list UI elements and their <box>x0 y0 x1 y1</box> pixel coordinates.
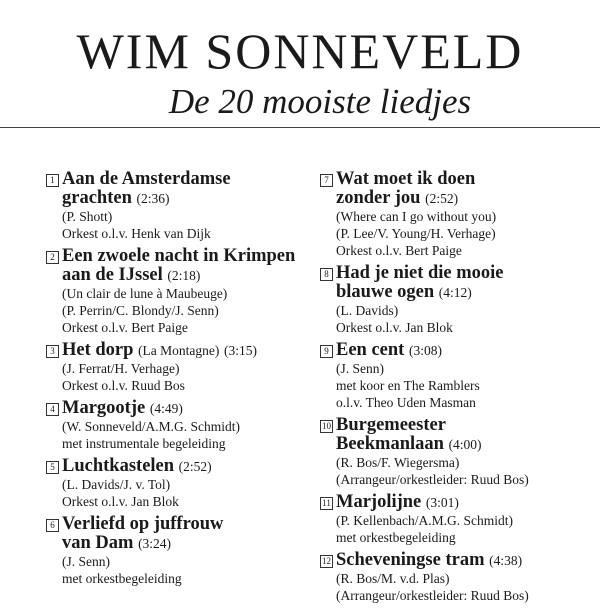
track-title-text: Het dorp <box>62 340 134 360</box>
track-duration: (2:52) <box>178 459 212 474</box>
track-credit-line: (J. Senn) <box>62 554 110 569</box>
track-title-line <box>320 283 590 302</box>
track-title-line <box>320 551 590 570</box>
track-title-text: zonder jou <box>336 188 421 208</box>
track-credit-line: met orkestbegeleiding <box>336 530 456 545</box>
track-duration: (3:15) <box>224 343 258 358</box>
track-number-box: 8 <box>320 268 333 281</box>
track-title-line <box>46 170 316 189</box>
track-credit-line: met instrumentale begeleiding <box>62 436 226 451</box>
track-item <box>46 247 316 336</box>
track-title-text: Burgemeester <box>336 415 446 435</box>
track-credit-line: Orkest o.l.v. Henk van Dijk <box>62 226 211 241</box>
track-credit-line: (J. Ferrat/H. Verhage) <box>62 361 180 376</box>
track-duration: (2:52) <box>425 191 459 206</box>
track-credit-line: (P. Kellenbach/A.M.G. Schmidt) <box>336 513 513 528</box>
artist-name: WIM SONNEVELD <box>76 23 524 79</box>
track-title-text: Luchtkastelen <box>62 456 175 476</box>
header <box>0 0 600 128</box>
track-title-text: grachten <box>62 188 132 208</box>
track-title-line <box>320 493 590 512</box>
track-duration: (3:24) <box>138 536 172 551</box>
track-title-line <box>46 457 316 476</box>
track-title-text: Marjolijne <box>336 492 422 512</box>
track-duration: (2:18) <box>167 268 201 283</box>
track-title-line <box>320 416 590 435</box>
track-number-box: 1 <box>46 174 59 187</box>
track-number-box: 2 <box>46 251 59 264</box>
track-original-title: (La Montagne) <box>138 343 220 358</box>
track-title-text: Een zwoele nacht in Krimpen <box>62 246 296 266</box>
track-number-box: 10 <box>322 421 331 431</box>
track-credit-line: (P. Perrin/C. Blondy/J. Senn) <box>62 303 219 318</box>
album-subtitle: De 20 mooiste liedjes <box>168 82 472 121</box>
track-item <box>320 551 590 604</box>
track-credit-line: (Un clair de lune à Maubeuge) <box>62 286 228 301</box>
track-duration: (2:36) <box>136 191 170 206</box>
track-item <box>320 264 590 336</box>
track-number-box: 5 <box>46 461 59 474</box>
track-duration: (4:38) <box>489 553 523 568</box>
track-title-text: aan de IJssel <box>62 265 163 285</box>
track-title-line <box>46 534 316 553</box>
track-credit-line: (J. Senn) <box>336 361 384 376</box>
track-title-line <box>46 341 316 360</box>
track-item <box>320 493 590 546</box>
track-credit-line: met koor en The Ramblers <box>336 378 480 393</box>
track-number-box: 7 <box>320 174 333 187</box>
track-title-text: Margootje <box>62 398 146 418</box>
track-credit-line: met orkestbegeleiding <box>62 571 182 586</box>
track-credit-line: Orkest o.l.v. Jan Blok <box>336 320 453 335</box>
track-title-line <box>46 189 316 208</box>
track-credit-line: Orkest o.l.v. Jan Blok <box>62 494 179 509</box>
track-credit-line: (Arrangeur/orkestleider: Ruud Bos) <box>336 588 529 603</box>
track-item <box>46 341 316 394</box>
track-item <box>46 170 316 242</box>
track-number-box: 12 <box>322 556 331 566</box>
track-credit-line: o.l.v. Theo Uden Masman <box>336 395 476 410</box>
track-duration: (4:12) <box>438 285 472 300</box>
track-title-line <box>46 515 316 534</box>
track-credit-line: (Where can I go without you) <box>336 209 497 224</box>
track-title-text: blauwe ogen <box>336 282 435 302</box>
track-title-text: Wat moet ik doen <box>336 169 476 189</box>
track-credit-line: Orkest o.l.v. Bert Paige <box>336 243 462 258</box>
track-title-line <box>46 247 316 266</box>
track-credit-line: (L. Davids) <box>336 303 399 318</box>
track-title-text: Scheveningse tram <box>336 550 485 570</box>
track-title-line <box>320 170 590 189</box>
tracklist-right-column <box>320 170 590 609</box>
tracklist-left-column <box>46 170 316 592</box>
track-duration: (3:01) <box>425 495 459 510</box>
track-credit-line: (L. Davids/J. v. Tol) <box>62 477 171 492</box>
track-title-text: Verliefd op juffrouw <box>62 514 224 534</box>
track-title-line <box>46 399 316 418</box>
track-credit-line: (R. Bos/F. Wiegersma) <box>336 455 460 470</box>
track-number-box: 11 <box>320 497 333 510</box>
track-number-box: 9 <box>320 345 333 358</box>
track-credit-line: (R. Bos/M. v.d. Plas) <box>336 571 450 586</box>
track-credit-line: (W. Sonneveld/A.M.G. Schmidt) <box>62 419 240 434</box>
track-credit-line: (P. Shott) <box>62 209 113 224</box>
track-item <box>320 170 590 259</box>
track-title-line <box>320 264 590 283</box>
track-title-text: van Dam <box>62 533 134 553</box>
track-title-line <box>46 266 316 285</box>
track-title-text: Beekmanlaan <box>336 434 444 454</box>
track-credit-line: (Arrangeur/orkestleider: Ruud Bos) <box>336 472 529 487</box>
track-number-box: 4 <box>46 403 59 416</box>
track-item <box>320 416 590 488</box>
track-credit-line: Orkest o.l.v. Bert Paige <box>62 320 188 335</box>
track-item <box>320 341 590 411</box>
track-title-text: Aan de Amsterdamse <box>62 169 231 189</box>
track-title-text: Had je niet die mooie <box>336 263 504 283</box>
track-duration: (4:49) <box>149 401 183 416</box>
track-number-box: 6 <box>46 519 59 532</box>
track-number-box: 3 <box>46 345 59 358</box>
track-duration: (4:00) <box>448 437 482 452</box>
track-title-text: Een cent <box>336 340 405 360</box>
header-divider <box>0 127 600 128</box>
track-title-line <box>320 435 590 454</box>
track-title-line <box>320 189 590 208</box>
track-title-line <box>320 341 590 360</box>
track-credit-line: (P. Lee/V. Young/H. Verhage) <box>336 226 496 241</box>
track-duration: (3:08) <box>408 343 442 358</box>
track-credit-line: Orkest o.l.v. Ruud Bos <box>62 378 185 393</box>
track-item <box>46 399 316 452</box>
track-item <box>46 515 316 587</box>
track-item <box>46 457 316 510</box>
